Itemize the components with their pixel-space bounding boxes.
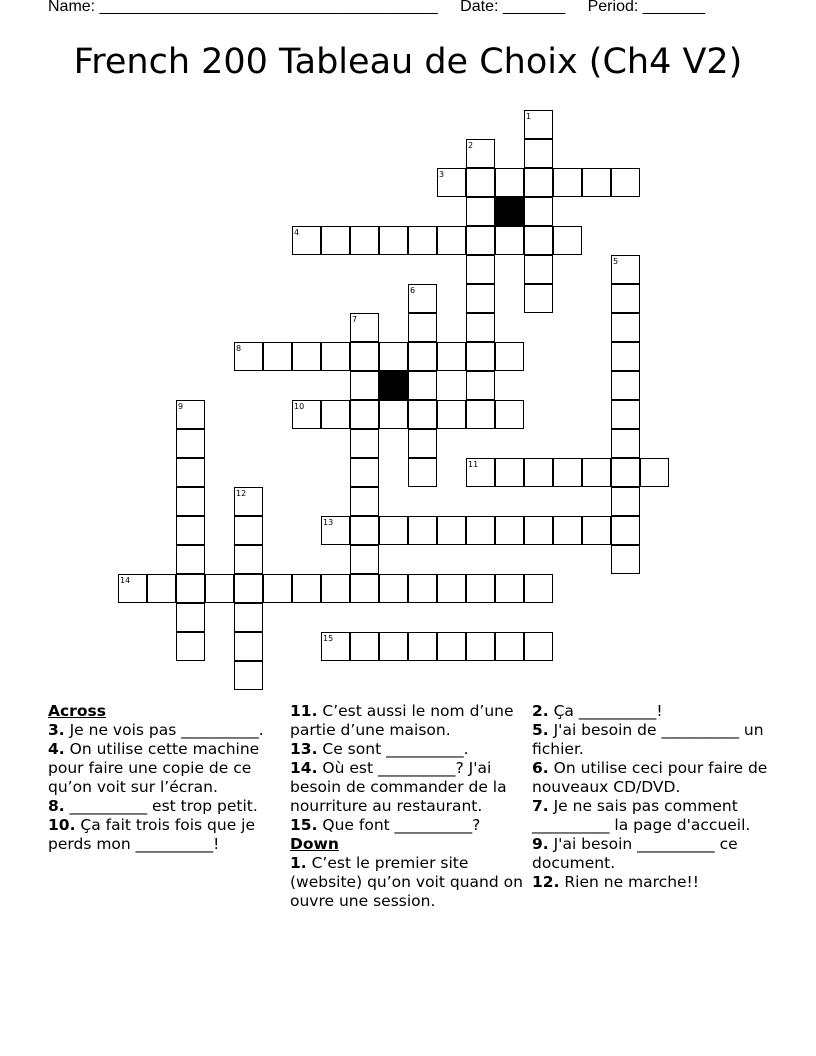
crossword-cell[interactable] xyxy=(611,545,640,574)
clue-item xyxy=(290,854,526,911)
crossword-cell[interactable] xyxy=(321,226,350,255)
crossword-cell[interactable] xyxy=(408,313,437,342)
crossword-cell[interactable] xyxy=(524,139,553,168)
crossword-cell[interactable] xyxy=(524,516,553,545)
crossword-cell[interactable] xyxy=(466,168,495,197)
crossword-cell[interactable] xyxy=(495,342,524,371)
clue-item xyxy=(290,759,526,816)
crossword-cell[interactable] xyxy=(611,371,640,400)
crossword-cell[interactable] xyxy=(524,255,553,284)
crossword-cell[interactable] xyxy=(176,632,205,661)
clue-number: 14. xyxy=(290,759,318,777)
crossword-cell[interactable] xyxy=(495,168,524,197)
crossword-cell[interactable] xyxy=(234,574,263,603)
crossword-cell[interactable] xyxy=(408,226,437,255)
clue-column-1 xyxy=(48,702,280,854)
crossword-cell[interactable] xyxy=(350,226,379,255)
crossword-cell[interactable] xyxy=(466,313,495,342)
crossword-cell[interactable] xyxy=(321,400,350,429)
clue-item xyxy=(290,740,526,759)
crossword-cell[interactable] xyxy=(176,574,205,603)
crossword-cell[interactable] xyxy=(553,458,582,487)
crossword-cell[interactable] xyxy=(437,342,466,371)
crossword-cell[interactable] xyxy=(611,284,640,313)
clue-text: Ce sont __________. xyxy=(317,740,469,758)
crossword-cell[interactable] xyxy=(408,371,437,400)
clue-number: 8. xyxy=(48,797,65,815)
crossword-cell[interactable] xyxy=(611,516,640,545)
crossword-cell[interactable] xyxy=(437,400,466,429)
clue-text: On utilise cette machine pour faire une copie de ce qu’on voit sur l’écran. xyxy=(48,740,260,796)
down-clue-list-continued xyxy=(532,702,768,892)
clue-number-label: 15 xyxy=(323,634,334,643)
down-clue-list xyxy=(290,854,526,911)
crossword-cell[interactable] xyxy=(611,168,640,197)
crossword-cell[interactable] xyxy=(292,342,321,371)
clue-item xyxy=(532,835,768,873)
crossword-cell[interactable] xyxy=(176,429,205,458)
crossword-cell[interactable] xyxy=(466,226,495,255)
down-heading: Down xyxy=(290,835,339,853)
crossword-cell[interactable] xyxy=(495,400,524,429)
crossword-cell[interactable] xyxy=(292,574,321,603)
crossword-cell[interactable] xyxy=(350,574,379,603)
crossword-cell[interactable] xyxy=(466,632,495,661)
clue-item xyxy=(290,702,526,740)
crossword-cell[interactable] xyxy=(437,516,466,545)
clue-column-3 xyxy=(532,702,768,892)
clue-number: 2. xyxy=(532,702,549,720)
clue-text: Ça fait trois fois que je perds mon __________! xyxy=(48,816,256,853)
crossword-cell[interactable] xyxy=(234,545,263,574)
crossword-cell[interactable] xyxy=(640,458,669,487)
crossword-cell[interactable] xyxy=(553,516,582,545)
crossword-cell[interactable] xyxy=(379,400,408,429)
crossword-cell[interactable] xyxy=(611,342,640,371)
crossword-cell[interactable] xyxy=(350,516,379,545)
clue-number-label: 4 xyxy=(294,228,300,237)
crossword-cell[interactable] xyxy=(234,632,263,661)
crossword-cell[interactable] xyxy=(611,458,640,487)
across-clue-list xyxy=(48,721,280,854)
clue-text: Où est __________? J'ai besoin de commander de la nourriture au restaurant. xyxy=(290,759,507,815)
crossword-cell[interactable] xyxy=(408,458,437,487)
crossword-cell[interactable] xyxy=(234,603,263,632)
crossword-cell[interactable] xyxy=(524,226,553,255)
clue-number-label: 10 xyxy=(294,402,305,411)
clue-number-label: 13 xyxy=(323,518,334,527)
clue-text: __________ est trop petit. xyxy=(64,797,258,815)
crossword-cell[interactable] xyxy=(379,574,408,603)
clue-item xyxy=(532,797,768,835)
clue-item xyxy=(532,759,768,797)
clue-text: Je ne sais pas comment __________ la page d'accueil. xyxy=(532,797,751,834)
crossword-cell[interactable] xyxy=(379,516,408,545)
crossword-cell[interactable] xyxy=(495,574,524,603)
crossword-cell[interactable] xyxy=(495,516,524,545)
crossword-cell[interactable] xyxy=(234,661,263,690)
clue-item xyxy=(48,797,280,816)
crossword-cell[interactable] xyxy=(437,226,466,255)
clue-number-label: 11 xyxy=(468,460,479,469)
clue-number: 7. xyxy=(532,797,549,815)
clue-number-label: 12 xyxy=(236,489,247,498)
clue-number: 15. xyxy=(290,816,318,834)
clue-number-label: 1 xyxy=(526,112,532,121)
crossword-cell[interactable] xyxy=(466,371,495,400)
clue-text: Rien ne marche!! xyxy=(559,873,699,891)
clue-item xyxy=(532,721,768,759)
clue-number: 11. xyxy=(290,702,318,720)
black-square xyxy=(379,371,408,400)
clue-number: 12. xyxy=(532,873,560,891)
clue-number-label: 3 xyxy=(439,170,445,179)
crossword-cell[interactable] xyxy=(582,168,611,197)
date-field[interactable]: Date: _______ xyxy=(460,0,566,15)
crossword-cell[interactable] xyxy=(553,226,582,255)
crossword-cell[interactable] xyxy=(350,458,379,487)
crossword-cell[interactable] xyxy=(524,168,553,197)
crossword-cell[interactable] xyxy=(466,197,495,226)
crossword-cell[interactable] xyxy=(176,487,205,516)
clue-number-label: 5 xyxy=(613,257,619,266)
crossword-cell[interactable] xyxy=(176,516,205,545)
clue-number-label: 14 xyxy=(120,576,131,585)
crossword-cell[interactable] xyxy=(350,487,379,516)
crossword-cell[interactable] xyxy=(582,516,611,545)
crossword-cell[interactable] xyxy=(524,284,553,313)
crossword-cell[interactable] xyxy=(379,632,408,661)
crossword-cell[interactable] xyxy=(495,226,524,255)
crossword-cell[interactable] xyxy=(466,574,495,603)
clue-text: J'ai besoin __________ ce document. xyxy=(532,835,738,872)
crossword-cell[interactable] xyxy=(234,516,263,545)
crossword-cell[interactable] xyxy=(437,574,466,603)
clue-number: 13. xyxy=(290,740,318,758)
clue-number-label: 6 xyxy=(410,286,416,295)
period-field[interactable]: Period: _______ xyxy=(587,0,706,15)
crossword-cell[interactable] xyxy=(408,574,437,603)
crossword-cell[interactable] xyxy=(350,632,379,661)
clue-number: 10. xyxy=(48,816,76,834)
clue-item xyxy=(48,721,280,740)
crossword-cell[interactable] xyxy=(321,574,350,603)
crossword-cell[interactable] xyxy=(466,516,495,545)
crossword-cell[interactable] xyxy=(263,342,292,371)
crossword-cell[interactable] xyxy=(466,284,495,313)
crossword-cell[interactable] xyxy=(321,342,350,371)
crossword-cell[interactable] xyxy=(524,197,553,226)
name-field[interactable]: Name: ______________________________________ xyxy=(48,0,438,15)
crossword-cell[interactable] xyxy=(379,342,408,371)
crossword-cell[interactable] xyxy=(611,313,640,342)
crossword-cell[interactable] xyxy=(379,226,408,255)
clue-number: 6. xyxy=(532,759,549,777)
crossword-cell[interactable] xyxy=(147,574,176,603)
clue-number: 4. xyxy=(48,740,65,758)
crossword-cell[interactable] xyxy=(524,458,553,487)
crossword-cell[interactable] xyxy=(408,516,437,545)
crossword-cell[interactable] xyxy=(466,342,495,371)
crossword-cell[interactable] xyxy=(350,342,379,371)
clue-text: C’est aussi le nom d’une partie d’une maison. xyxy=(290,702,514,739)
clue-text: On utilise ceci pour faire de nouveaux CD/DVD. xyxy=(532,759,768,796)
clue-number-label: 9 xyxy=(178,402,184,411)
clue-item xyxy=(532,702,768,721)
crossword-cell[interactable] xyxy=(205,574,234,603)
across-clue-list-continued xyxy=(290,702,526,835)
clue-text: J'ai besoin de __________ un fichier. xyxy=(532,721,764,758)
clue-item xyxy=(48,816,280,854)
crossword-cell[interactable] xyxy=(524,574,553,603)
crossword-cell[interactable] xyxy=(495,632,524,661)
clue-text: Je ne vois pas __________. xyxy=(64,721,264,739)
clue-item xyxy=(290,816,526,835)
crossword-cell[interactable] xyxy=(437,632,466,661)
crossword-cell[interactable] xyxy=(350,400,379,429)
clue-number: 1. xyxy=(290,854,307,872)
black-square xyxy=(495,197,524,226)
crossword-cell[interactable] xyxy=(582,458,611,487)
crossword-cell[interactable] xyxy=(495,458,524,487)
crossword-cell[interactable] xyxy=(350,429,379,458)
crossword-cell[interactable] xyxy=(176,545,205,574)
clue-number: 3. xyxy=(48,721,65,739)
crossword-cell[interactable] xyxy=(408,632,437,661)
clue-number: 5. xyxy=(532,721,549,739)
crossword-cell[interactable] xyxy=(466,400,495,429)
page-title: French 200 Tableau de Choix (Ch4 V2) xyxy=(73,42,743,82)
clue-number-label: 7 xyxy=(352,315,358,324)
crossword-cell[interactable] xyxy=(408,400,437,429)
clue-text: Que font __________? xyxy=(317,816,481,834)
crossword-cell[interactable] xyxy=(553,168,582,197)
crossword-cell[interactable] xyxy=(350,371,379,400)
crossword-cell[interactable] xyxy=(466,255,495,284)
crossword-cell[interactable] xyxy=(611,400,640,429)
clue-text: C’est le premier site (website) qu’on voit quand on ouvre une session. xyxy=(290,854,523,910)
clue-number-label: 8 xyxy=(236,344,242,353)
crossword-cell[interactable] xyxy=(263,574,292,603)
crossword-cell[interactable] xyxy=(524,632,553,661)
clue-item xyxy=(532,873,768,892)
clue-text: Ça __________! xyxy=(548,702,663,720)
clue-item xyxy=(48,740,280,797)
crossword-cell[interactable] xyxy=(408,429,437,458)
clue-number: 9. xyxy=(532,835,549,853)
clue-number-label: 2 xyxy=(468,141,474,150)
across-heading: Across xyxy=(48,702,106,720)
crossword-cell[interactable] xyxy=(176,603,205,632)
clue-column-2 xyxy=(290,702,526,911)
crossword-cell[interactable] xyxy=(611,487,640,516)
crossword-cell[interactable] xyxy=(611,429,640,458)
crossword-cell[interactable] xyxy=(350,545,379,574)
crossword-cell[interactable] xyxy=(176,458,205,487)
crossword-cell[interactable] xyxy=(408,342,437,371)
